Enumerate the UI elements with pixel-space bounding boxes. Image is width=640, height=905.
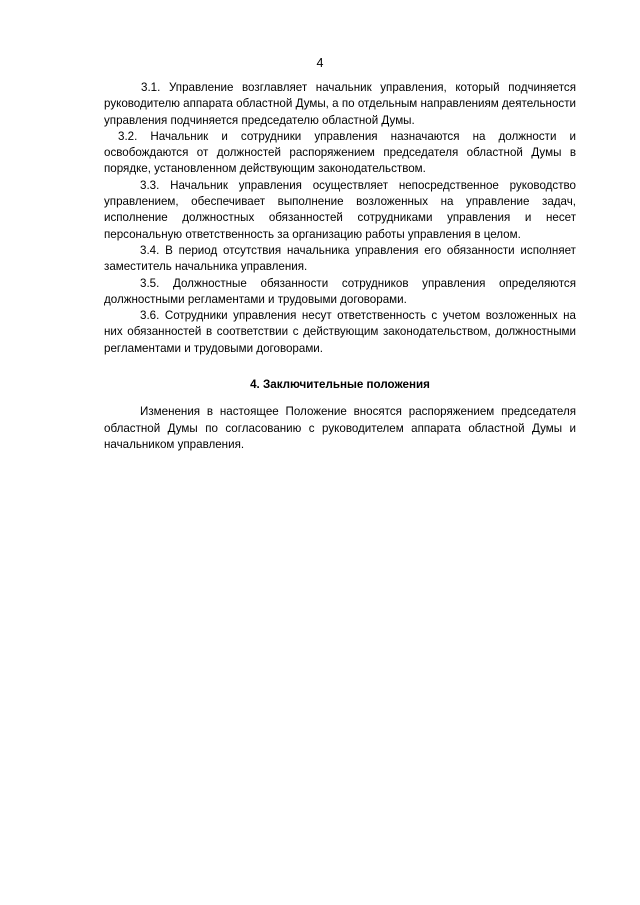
- paragraph-3-1: 3.1. Управление возглавляет начальник управления, который подчиняется руководителю аппарата областной Думы, а по отдельным направлениям деятельности управления подчиняется председателю областной Думы.: [104, 81, 576, 127]
- page-number: 4: [316, 56, 324, 70]
- paragraph-3-4: 3.4. В период отсутствия начальника управления его обязанности исполняет заместитель начальника управления.: [104, 243, 576, 274]
- paragraph-3-6: 3.6. Сотрудники управления несут ответственность с учетом возложенных на них обязанностей в соответствии с действующим законодательством, должностными регламентами и трудовыми договорами.: [104, 309, 576, 355]
- paragraph-3-2: 3.2. Начальник и сотрудники управления назначаются на должности и освобождаются от должностей распоряжением председателя областной Думы в порядке, установленном действующим законодательством.: [104, 129, 576, 176]
- paragraph-3-3: 3.3. Начальник управления осуществляет непосредственное руководство управлением, обеспечивает выполнение возложенных на управление задач, исполнение должностных обязанностей сотрудниками управления и несет персональную ответственность за организацию работы управления в целом.: [104, 178, 576, 241]
- section-4-heading: 4. Заключительные положения: [250, 378, 430, 392]
- paragraph-3-5: 3.5. Должностные обязанности сотрудников управления определяются должностными регламентами и трудовыми договорами.: [104, 276, 576, 306]
- paragraph-4-final: Изменения в настоящее Положение вносятся распоряжением председателя областной Думы по согласованию с руководителем аппарата областной Думы и начальником управления.: [104, 405, 576, 451]
- document-body: [104, 80, 576, 453]
